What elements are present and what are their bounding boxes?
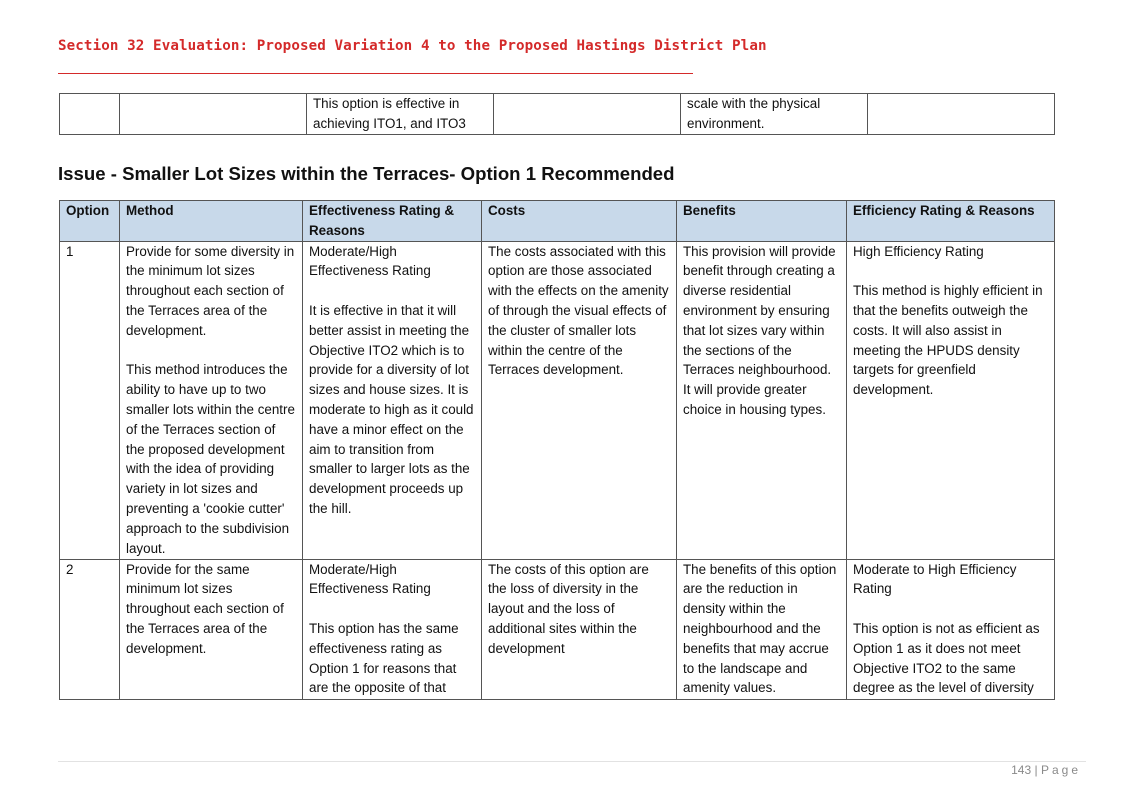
table-row: [60, 241, 1055, 559]
col-header-benefits: Benefits: [677, 201, 847, 242]
method-paragraph: Provide for some diversity in the minimum lot sizes throughout each section of the Terraces area of the development.: [126, 243, 295, 338]
costs-cell: The costs of this option are the loss of diversity in the layout and the loss of additional sites within the development: [482, 559, 677, 699]
page-footer: [1011, 763, 1081, 777]
benefits-cell: The benefits of this option are the reduction in density within the neighbourhood and the benefits that may accrue to the landscape and amenity values.: [677, 559, 847, 699]
footer-rule: [58, 761, 1086, 762]
table-cell: [60, 94, 120, 135]
effectiveness-rating: Moderate/High Effectiveness Rating: [309, 243, 431, 279]
option-number: 1: [60, 241, 120, 559]
evaluation-table: [59, 200, 1055, 700]
page-separator: |: [1034, 763, 1038, 777]
table-cell: [120, 94, 307, 135]
col-header-method: Method: [120, 201, 303, 242]
method-paragraph: Provide for the same minimum lot sizes throughout each section of the Terraces area of the development.: [126, 561, 284, 656]
efficiency-rating: High Efficiency Rating: [853, 243, 984, 259]
efficiency-reason: This method is highly efficient in that the benefits outweigh the costs. It will also assist in meeting the HPUDS density targets for greenfield development.: [853, 283, 1043, 398]
option-number: 2: [60, 559, 120, 699]
col-header-effectiveness: Effectiveness Rating & Reasons: [303, 201, 482, 242]
efficiency-reason: This option is not as efficient as Option 1 as it does not meet Objective ITO2 to the same degree as the level of diversity: [853, 620, 1040, 696]
table-cell: [494, 94, 681, 135]
effectiveness-reason: It is effective in that it will better assist in meeting the Objective ITO2 which is to provide for a diversity of lot sizes and house sizes. It is moderate to high as it could have a minor effect on the aim to transition from smaller to larger lots as the development proceeds up the hill.: [309, 302, 474, 516]
col-header-efficiency: Efficiency Rating & Reasons: [847, 201, 1055, 242]
efficiency-cell: [847, 559, 1055, 699]
efficiency-rating: Moderate to High Efficiency Rating: [853, 561, 1017, 597]
costs-cell: The costs associated with this option are those associated with the effects on the amenity of through the visual effects of the cluster of smaller lots within the centre of the Terraces development.: [482, 241, 677, 559]
efficiency-cell: [847, 241, 1055, 559]
effectiveness-cell: [303, 559, 482, 699]
table-row: [60, 94, 1055, 135]
method-cell: [120, 241, 303, 559]
page-number: 143: [1011, 763, 1032, 777]
table-cell: scale with the physical environment.: [681, 94, 868, 135]
effectiveness-rating: Moderate/High Effectiveness Rating: [309, 561, 431, 597]
page-label: Page: [1040, 763, 1081, 777]
effectiveness-cell: [303, 241, 482, 559]
continuation-table: [59, 93, 1055, 135]
issue-heading: Issue - Smaller Lot Sizes within the Terraces- Option 1 Recommended: [58, 163, 675, 184]
table-cell: [868, 94, 1055, 135]
page-header-title: Section 32 Evaluation: Proposed Variation 4 to the Proposed Hastings District Plan: [58, 38, 767, 54]
col-header-option: Option: [60, 201, 120, 242]
table-cell: This option is effective in achieving ITO1, and ITO3: [307, 94, 494, 135]
method-paragraph: This method introduces the ability to have up to two smaller lots within the centre of the Terraces section of the proposed development with the idea of providing variety in lot sizes and preventing a 'cookie cutter' approach to the subdivision layout.: [126, 362, 295, 556]
col-header-costs: Costs: [482, 201, 677, 242]
effectiveness-reason: This option has the same effectiveness rating as Option 1 for reasons that are the opposite of that: [309, 620, 459, 696]
benefits-cell: This provision will provide benefit through creating a diverse residential environment by ensuring that lot sizes vary within the sections of the Terraces neighbourhood. It will provide greater choice in housing types.: [677, 241, 847, 559]
header-rule: [58, 73, 693, 74]
table-row: [60, 559, 1055, 699]
method-cell: [120, 559, 303, 699]
table-header-row: [60, 201, 1055, 242]
